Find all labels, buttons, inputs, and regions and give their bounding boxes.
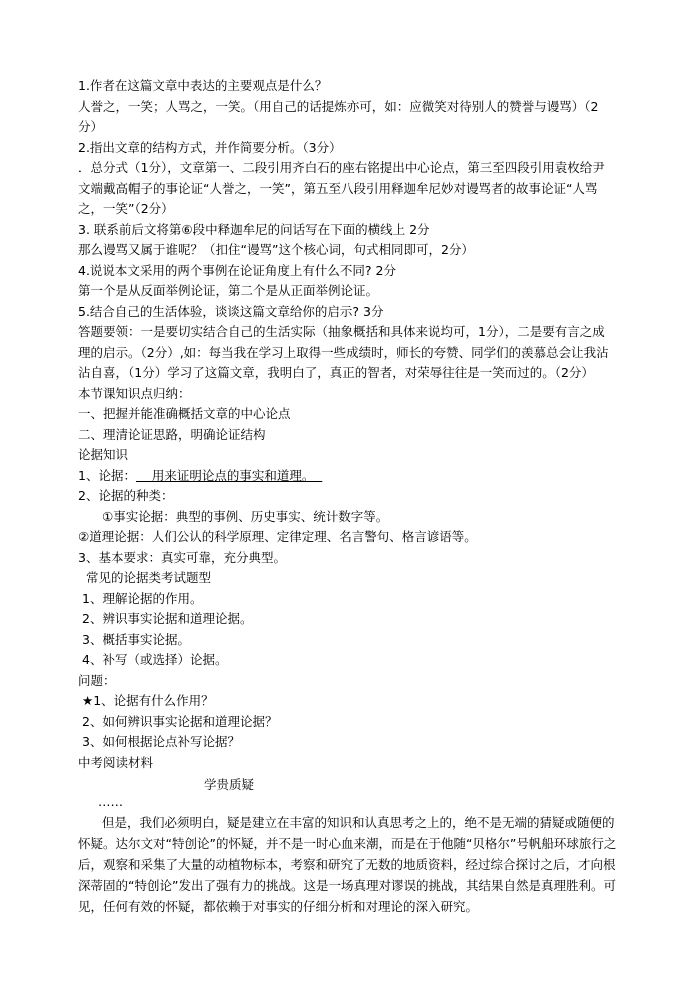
evidence-knowledge-heading: 论据知识	[78, 447, 129, 462]
summary-item-2: 二、理清论证思路，明确论证结构	[78, 426, 266, 442]
answer-1-line-2: 分）	[78, 119, 104, 134]
knowledge-item-1-answer: 用来证明论点的事实和道理。	[135, 467, 323, 483]
answer-5-line-2: 理的启示。（2分）,如：每当我在学习上取得一些成绩时，师长的夸赞、同学们的羡慕总会让我沾	[78, 344, 609, 360]
question-5: 5.结合自己的生活体验，谈谈这篇文章给你的启示? 3分	[78, 303, 384, 319]
answer-3: 那么谩骂又属于谁呢？（扣住“谩骂”这个核心词，句式相同即可，2分）	[78, 242, 474, 257]
article-title: 学贵质疑	[204, 777, 255, 792]
ellipsis: ……	[98, 793, 123, 809]
question-item: 3、如何根据论点补写论据？	[82, 734, 240, 749]
exam-types-heading: 常见的论据类考试题型	[86, 570, 212, 585]
summary-item-1: 一、把握并能准确概括文章的中心论点	[78, 406, 291, 421]
exam-type-item: 2、辨识事实论据和道理论据。	[82, 611, 253, 626]
reading-heading: 中考阅读材料	[78, 754, 154, 770]
knowledge-item-2b: ②道理论据：人们公认的科学原理、定律定理、名言警句、格言谚语等。	[78, 529, 477, 544]
question-1: 1.作者在这篇文章中表达的主要观点是什么？	[78, 78, 328, 93]
knowledge-item-1	[78, 466, 618, 487]
knowledge-item-2: 2、论据的种类：	[78, 488, 174, 503]
answer-5-line-1: 答题要领：一是要切实结合自己的生活实际（抽象概括和具体来说均可，1分），二是要有言之成	[78, 324, 605, 339]
knowledge-item-3: 3、基本要求：真实可靠，充分典型。	[78, 549, 286, 565]
question-3: 3. 联系前后文将第⑥段中释迦牟尼的问话写在下面的横线上 2分	[78, 221, 430, 237]
questions-heading: 问题：	[78, 672, 116, 688]
question-2: 2.指出文章的结构方式，并作简要分析。（3分）	[78, 139, 342, 155]
document-page	[78, 76, 618, 917]
knowledge-item-2a: ①事实论据：典型的事例、历史事实、统计数字等。	[102, 508, 389, 524]
question-item: 2、如何辨识事实论据和道理论据？	[82, 713, 278, 729]
question-item: ★1、论据有什么作用？	[82, 693, 214, 708]
answer-5-line-3: 沾自喜，（1分）学习了这篇文章，我明白了，真正的智者，对荣辱往往是一笑而过的。（2分）	[78, 365, 594, 380]
article-paragraph: 但是，我们必须明白，疑是建立在丰富的知识和认真思考之上的，绝不是无端的猜疑或随便的怀疑。达尔文对“特创论”的怀疑，并不是一时心血来潮，而是在于他随“贝格尔”号帆船环球旅行之后，观察和采集了大量的动植物标本，考察和研究了无数的地质资料，经过综合探讨之后，才向根深蒂固的“特创论”发出了强有力的挑战。这是一场真理对谬误的挑战，其结果自然是真理胜利。可见，任何有效的怀疑，都依赖于对事实的仔细分析和对理论的深入研究。	[78, 814, 617, 914]
summary-heading: 本节课知识点归纳：	[78, 385, 191, 401]
exam-type-item: 1、理解论据的作用。	[82, 590, 203, 606]
answer-2-line-3: 之，一笑”（2分）	[78, 201, 174, 216]
question-4: 4.说说本文采用的两个事例在论证角度上有什么不同? 2分	[78, 262, 396, 278]
answer-1-line-1: 人誉之，一笑；人骂之，一笑。（用自己的话提炼亦可，如：应微笑对待别人的赞誉与谩骂）（2	[78, 98, 599, 114]
answer-2-line-1: ．总分式（1分），文章第一、二段引用齐白石的座右铭提出中心论点，第三至四段引用袁枚给尹	[78, 160, 605, 175]
exam-type-item: 3、概括事实论据。	[82, 631, 190, 647]
exam-type-item: 4、补写（或选择）论据。	[82, 652, 228, 667]
answer-4: 第一个是从反面举例论证，第二个是从正面举例论证。	[78, 283, 379, 298]
answer-2-line-2: 文端戴高帽子的事论证“人誉之，一笑”，第五至八段引用释迦牟尼妙对谩骂者的故事论证“人骂	[78, 180, 598, 196]
knowledge-item-1-label: 1、论据：	[78, 467, 136, 483]
